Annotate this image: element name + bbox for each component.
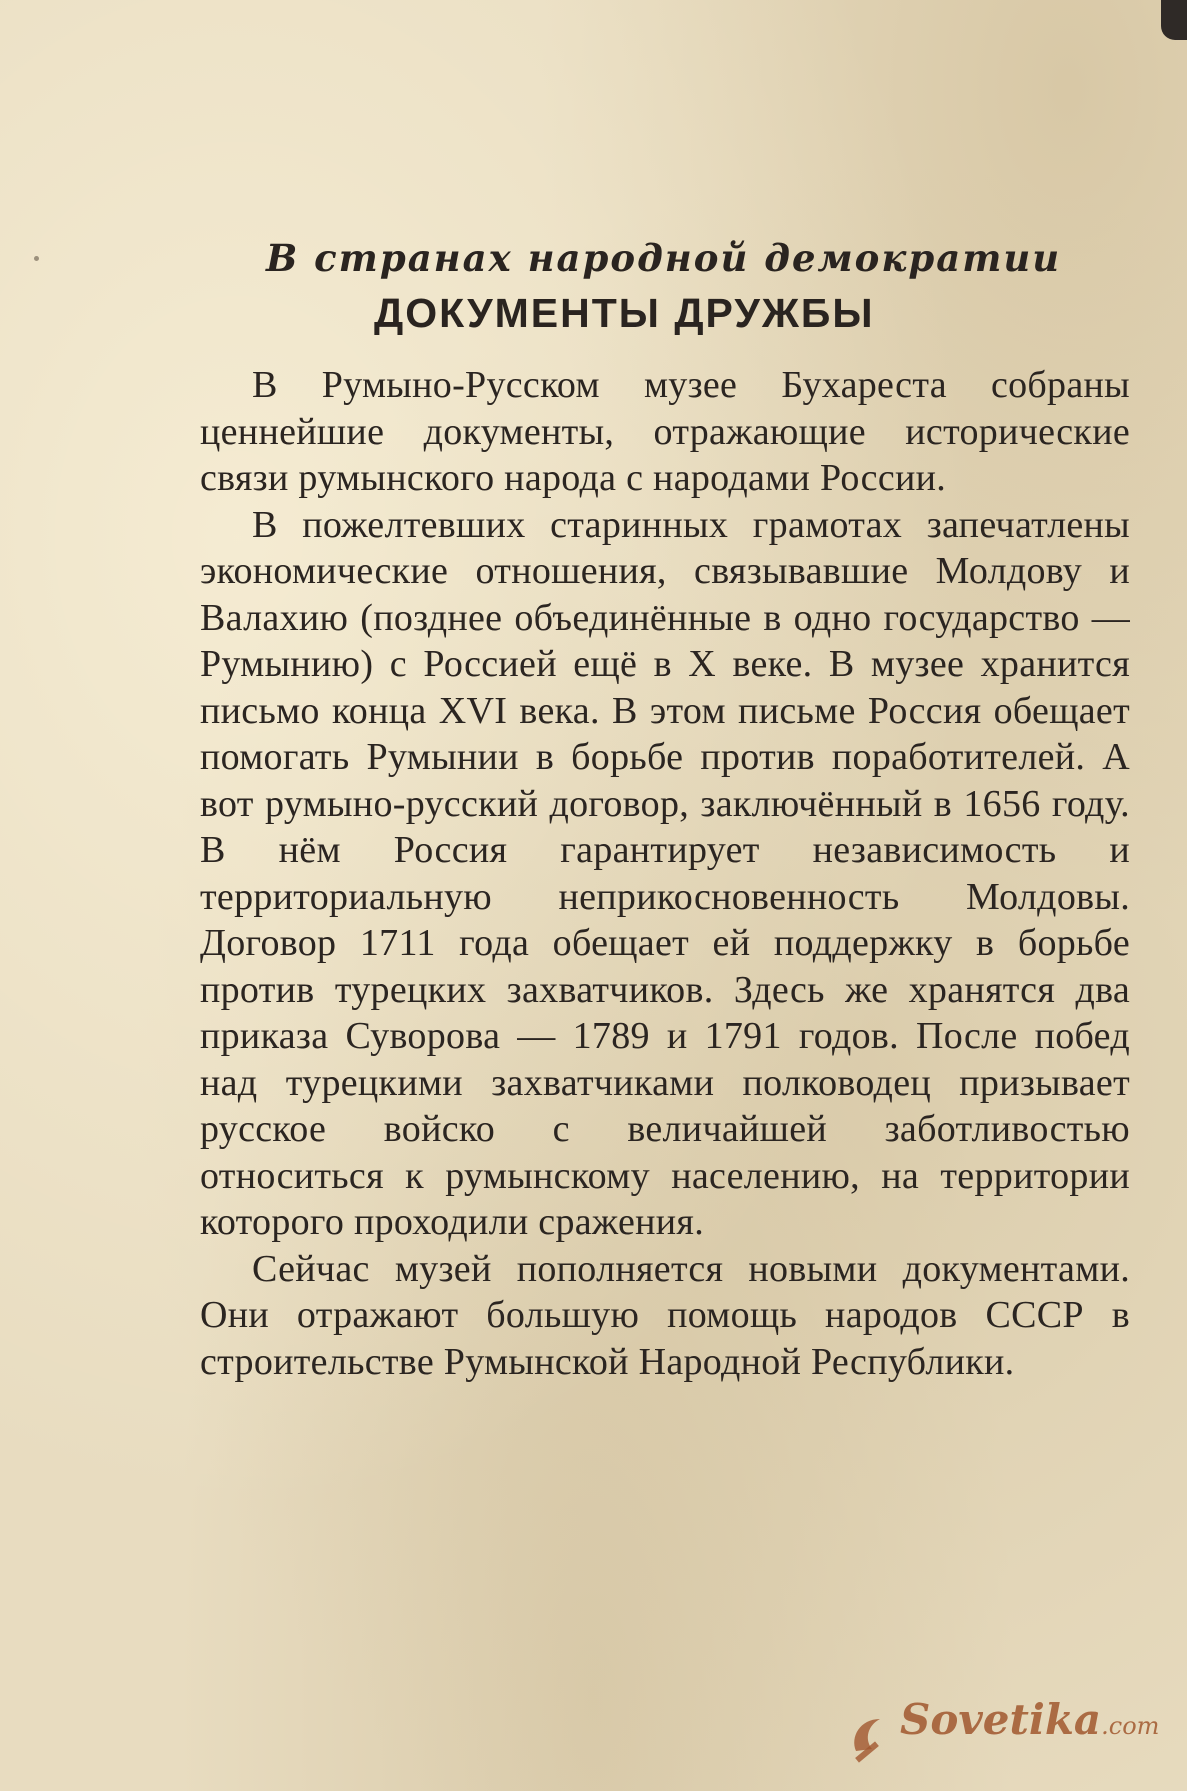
hammer-sickle-icon [846,1711,902,1767]
page-edge-stain [1161,0,1187,40]
article-paragraph-1: В Румыно-Русском музее Бухареста собраны ценнейшие документы, отражающие исторические связи румынского народа с народами России. [200,364,1130,499]
article-body [200,362,1130,1385]
sovetika-watermark [842,1655,1182,1775]
article-headline: ДОКУМЕНТЫ ДРУЖБЫ [374,290,875,336]
article-paragraph-2: В пожелтевших старинных грамотах запечатлены экономические отношения, связывавшие Молдову и Валахию (позднее объединённые в одно государство — Румынию) с Россией ещё в X веке. В музее хранится письмо конца XVI века. В этом письме Россия обещает помогать Румынии в борьбе против поработителей. А вот румыно-русский договор, заключённый в 1656 году. В нём Россия гарантирует независимость и территориальную неприкосновенность Молдовы. Договор 1711 года обещает ей поддержку в борьбе против турецких захватчиков. Здесь же хранятся два приказа Суворова — 1789 и 1791 годов. После побед над турецкими захватчиками полководец призывает русское войско с величайшей заботливостью относиться к румынскому населению, на территории которого проходили сражения. [200,503,1130,1243]
watermark-suffix: .com [1101,1712,1160,1740]
watermark-text [900,1695,1159,1744]
article-paragraph-3: Сейчас музей пополняется новыми документами. Они отражают большую помощь народов СССР в строительстве Румынской Народной Республики. [200,1247,1130,1383]
watermark-name: Sovetika [900,1695,1102,1744]
paper-speck [34,256,39,261]
section-title: В странах народной демократии [266,236,1062,280]
